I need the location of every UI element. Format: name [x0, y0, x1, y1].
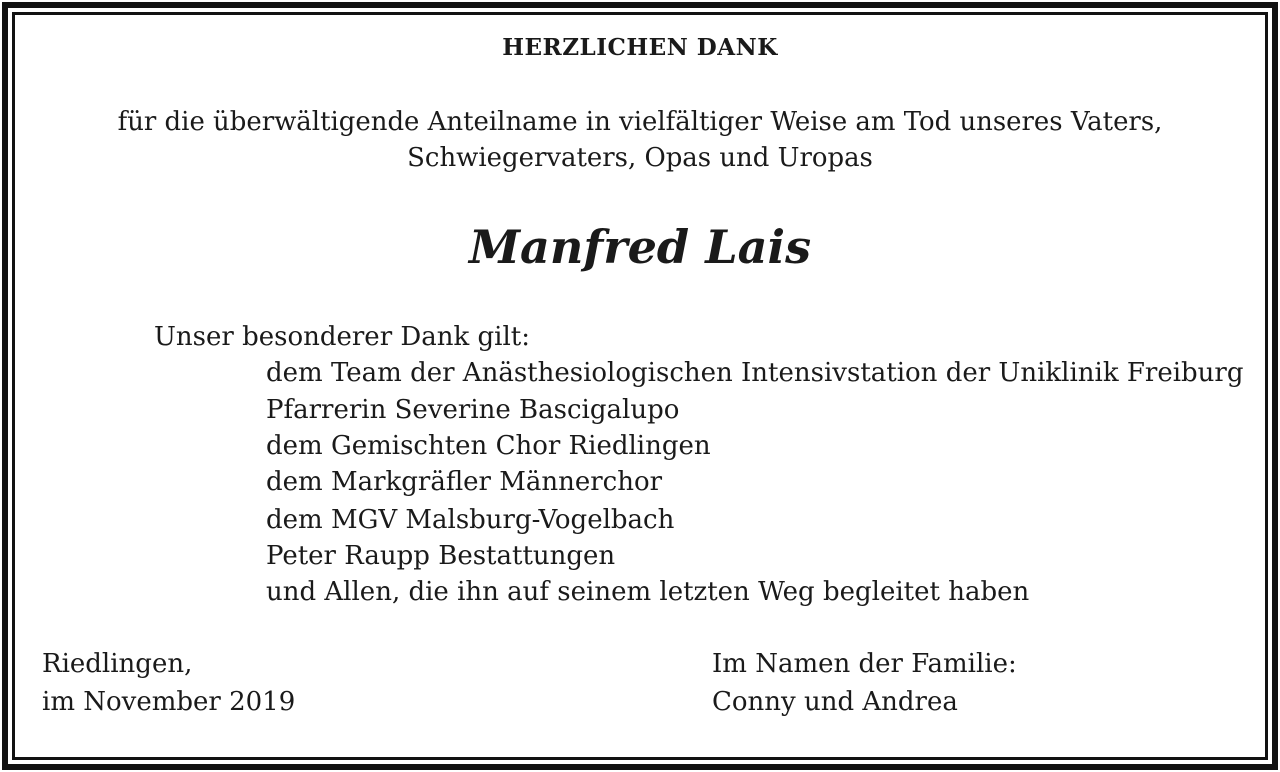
deceased-name: Manfred Lais: [468, 220, 812, 274]
place: Riedlingen,: [42, 649, 193, 679]
thanks-list-item: Pfarrerin Severine Bascigalupo: [266, 395, 680, 425]
thanks-heading: Unser besonderer Dank gilt:: [154, 322, 530, 352]
intro-line-2: Schwiegervaters, Opas und Uropas: [407, 143, 873, 173]
thanks-list-item: dem Gemischten Chor Riedlingen: [266, 431, 711, 461]
family-names: Conny und Andrea: [712, 687, 958, 717]
notice-title: HERZLICHEN DANK: [502, 34, 778, 61]
intro-line-1: für die überwältigende Anteilname in vielfältiger Weise am Tod unseres Vaters,: [117, 107, 1163, 137]
family-label: Im Namen der Familie:: [712, 649, 1017, 679]
thanks-list-item: Peter Raupp Bestattungen: [266, 541, 616, 571]
thanks-list-item: dem Team der Anästhesiologischen Intensivstation der Uniklinik Freiburg: [266, 358, 1244, 388]
thanks-list-item: und Allen, die ihn auf seinem letzten Weg begleitet haben: [266, 577, 1030, 607]
date: im November 2019: [42, 687, 296, 717]
thanks-list-item: dem MGV Malsburg-Vogelbach: [266, 505, 675, 535]
thanks-list-item: dem Markgräfler Männerchor: [266, 467, 663, 497]
